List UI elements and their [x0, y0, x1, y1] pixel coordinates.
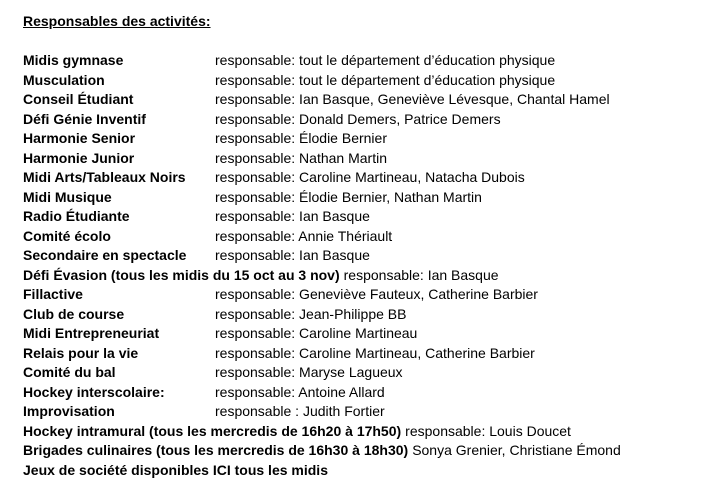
activity-name: Musculation [23, 71, 105, 88]
activity-name: Brigades culinaires (tous les mercredis de 16h30 à 18h30) [23, 442, 409, 458]
activity-row [23, 402, 703, 422]
activity-row [23, 383, 703, 403]
activity-responsible: responsable: tout le département d’éducation physique [215, 71, 556, 88]
activity-row [23, 422, 703, 442]
activity-responsible: responsable: Caroline Martineau, Natacha Dubois [215, 169, 525, 185]
activity-responsible: Sonya Grenier, Christiane Émond [412, 442, 621, 458]
activity-responsible: responsable: Caroline Martineau, Catherine Barbier [215, 344, 535, 361]
activity-row [23, 110, 703, 130]
activity-name: Comité écolo [23, 227, 111, 244]
activity-name: Hockey intramural (tous les mercredis de 16h20 à 17h50) [23, 422, 402, 439]
activity-name: Conseil Étudiant [23, 91, 134, 107]
activity-name: Défi Génie Inventif [23, 110, 146, 127]
activity-row [23, 129, 703, 149]
activity-responsible: responsable: Élodie Bernier, Nathan Martin [215, 188, 482, 205]
activity-responsible: responsable: Ian Basque [343, 266, 499, 283]
activity-name: Midi Arts/Tableaux Noirs [23, 169, 186, 185]
activity-name: Harmonie Junior [23, 149, 135, 166]
activity-name: Comité du bal [23, 364, 116, 380]
activity-responsible: responsable: Antoine Allard [215, 383, 385, 400]
activity-responsible: responsable: Ian Basque [215, 247, 370, 263]
activity-name: Secondaire en spectacle [23, 247, 187, 263]
activity-row [23, 168, 703, 188]
activity-name: Midis gymnase [23, 52, 124, 68]
activity-row [23, 149, 703, 169]
activity-responsible: responsable: Jean-Philippe BB [215, 305, 407, 322]
activity-row [23, 90, 703, 110]
activity-row [23, 71, 703, 91]
activity-row [23, 266, 703, 286]
activity-responsible: responsable: Geneviève Fauteux, Catherine Barbier [215, 286, 538, 302]
activity-name: Jeux de société disponibles ICI tous les midis [23, 461, 328, 478]
activity-responsible: responsable: tout le département d’éducation physique [215, 52, 556, 68]
activity-responsible: responsable: Élodie Bernier [215, 130, 387, 146]
activity-responsible: responsable: Louis Doucet [405, 422, 571, 439]
activity-responsible: responsable: Ian Basque [215, 208, 370, 224]
activity-name: Club de course [23, 305, 125, 322]
activity-responsible: responsable: Donald Demers, Patrice Demers [215, 110, 501, 127]
activity-name: Fillactive [23, 286, 83, 302]
activity-responsible: responsable: Maryse Lagueux [215, 364, 403, 380]
activity-responsible: responsable: Nathan Martin [215, 149, 387, 166]
activity-name: Improvisation [23, 403, 115, 419]
activity-row [23, 305, 703, 325]
activity-row [23, 461, 703, 481]
activity-name: Radio Étudiante [23, 208, 130, 224]
activity-name: Relais pour la vie [23, 344, 139, 361]
activity-row [23, 344, 703, 364]
activity-row [23, 188, 703, 208]
activity-responsible [332, 461, 703, 481]
activity-responsible: responsable : Judith Fortier [215, 403, 385, 419]
activity-name: Midi Musique [23, 188, 112, 205]
document-heading: Responsables des activités: [23, 13, 211, 29]
activity-row [23, 324, 703, 344]
activity-row [23, 246, 703, 266]
activity-name: Hockey interscolaire: [23, 383, 165, 400]
activity-row [23, 441, 703, 461]
activity-name: Harmonie Senior [23, 130, 136, 146]
activity-row [23, 227, 703, 247]
activity-responsible: responsable: Caroline Martineau [215, 325, 418, 341]
activity-responsible: responsable: Annie Thériault [215, 227, 393, 244]
activity-name: Midi Entrepreneuriat [23, 325, 160, 341]
document-body [23, 12, 703, 480]
activity-responsible: responsable: Ian Basque, Geneviève Lévesque, Chantal Hamel [215, 91, 610, 107]
activity-name: Défi Évasion (tous les midis du 15 oct au 3 nov) [23, 266, 340, 283]
activity-row [23, 207, 703, 227]
activity-row [23, 285, 703, 305]
activity-row [23, 363, 703, 383]
activity-row [23, 51, 703, 71]
